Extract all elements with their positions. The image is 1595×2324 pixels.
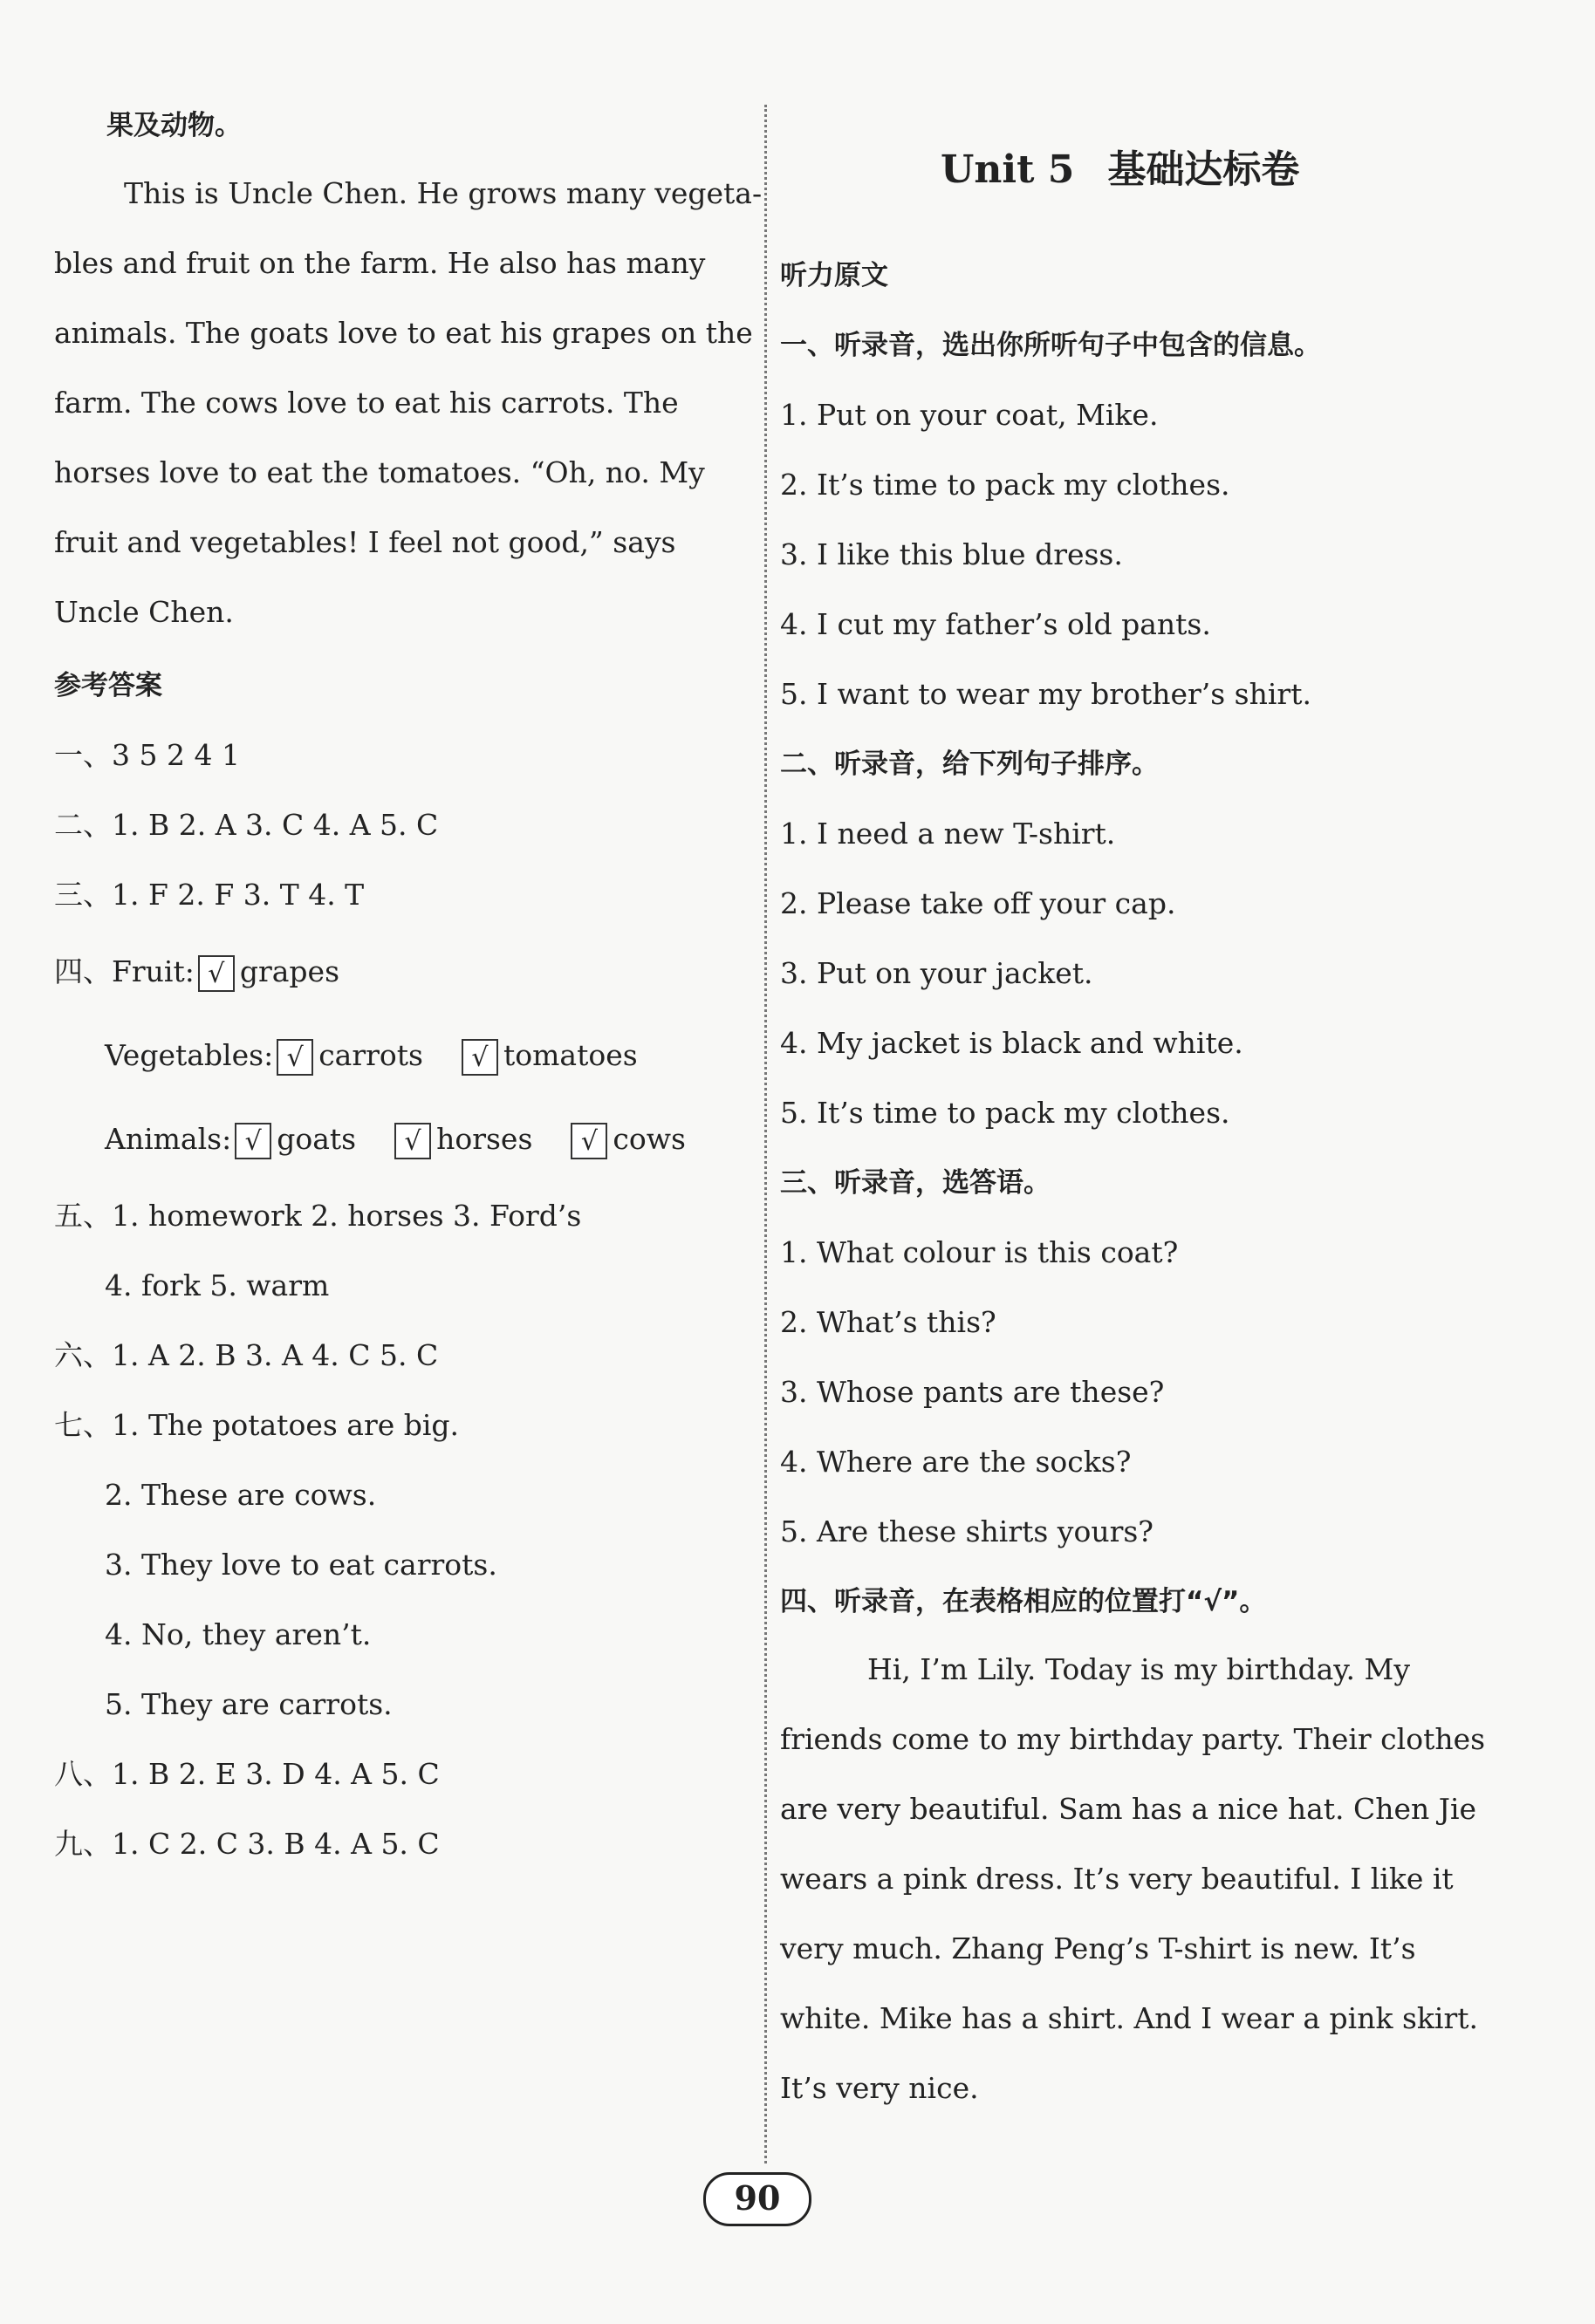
section-1-item: 3. I like this blue dress. [780,537,1123,571]
grapes-label: grapes [239,954,340,988]
passage-line: This is Uncle Chen. He grows many vegeta- [124,176,763,210]
section-2-heading: 二、听录音，给下列句子排序。 [780,748,1159,780]
answer-5a: 五、1. homework 2. horses 3. Ford’s [54,1199,582,1233]
unit-subtitle: 基础达标卷 [1107,147,1300,192]
page-number: 90 [703,2172,811,2226]
section-4-line: It’s very nice. [780,2071,979,2105]
tomatoes-label: tomatoes [503,1038,638,1072]
section-2-item: 3. Put on your jacket. [780,956,1093,990]
section-2-item: 5. It’s time to pack my clothes. [780,1096,1230,1130]
carrots-label: carrots [318,1038,423,1072]
cows-label: cows [613,1122,686,1156]
answer-7-5: 5. They are carrots. [105,1687,393,1721]
section-1-item: 4. I cut my father’s old pants. [780,607,1211,641]
passage-line: farm. The cows love to eat his carrots. The [54,386,679,420]
answer-8: 八、1. B 2. E 3. D 4. A 5. C [54,1757,440,1791]
section-2-item: 1. I need a new T-shirt. [780,817,1116,851]
fruit-label: 四、Fruit: [54,954,195,988]
section-1-item: 5. I want to wear my brother’s shirt. [780,677,1311,711]
column-divider [764,105,767,2163]
answer-7-4: 4. No, they aren’t. [105,1617,372,1651]
section-4-line: are very beautiful. Sam has a nice hat. Chen Jie [780,1792,1477,1826]
goats-label: goats [277,1122,357,1156]
section-3-item: 2. What’s this? [780,1305,996,1339]
section-1-heading: 一、听录音，选出你所听句子中包含的信息。 [780,330,1321,361]
section-4-line: wears a pink dress. It’s very beautiful. I like it [780,1862,1454,1896]
section-3-item: 5. Are these shirts yours? [780,1514,1153,1548]
check-box: √ [571,1123,607,1159]
answer-4-vegetables [105,1036,638,1076]
section-2-item: 2. Please take off your cap. [780,886,1176,920]
answer-3: 三、1. F 2. F 3. T 4. T [54,878,365,912]
answer-5b: 4. fork 5. warm [105,1268,330,1302]
check-box: √ [235,1123,271,1159]
passage-line: horses love to eat the tomatoes. “Oh, no. My [54,455,705,489]
section-2-item: 4. My jacket is black and white. [780,1026,1243,1060]
check-box: √ [198,955,235,992]
answer-4-fruit [54,953,339,992]
answer-4-animals [105,1120,686,1159]
listening-heading: 听力原文 [780,260,888,291]
answer-2: 二、1. B 2. A 3. C 4. A 5. C [54,808,439,842]
unit-number: Unit 5 [941,147,1075,192]
passage-line: animals. The goats love to eat his grapes on the [54,316,753,350]
section-3-item: 4. Where are the socks? [780,1445,1132,1479]
section-4-line: very much. Zhang Peng’s T-shirt is new. It’s [780,1931,1416,1965]
passage-line: Uncle Chen. [54,595,234,629]
horses-label: horses [436,1122,533,1156]
animals-label: Animals: [105,1122,232,1156]
section-3-item: 3. Whose pants are these? [780,1375,1165,1409]
unit-title [941,138,1299,194]
answers-heading: 参考答案 [54,670,162,701]
check-box: √ [277,1039,313,1076]
section-3-heading: 三、听录音，选答语。 [780,1167,1051,1199]
section-4-line: Hi, I’m Lily. Today is my birthday. My [867,1652,1410,1686]
section-4-line: friends come to my birthday party. Their clothes [780,1722,1486,1756]
answer-7-3: 3. They love to eat carrots. [105,1548,497,1582]
check-box: √ [394,1123,431,1159]
answer-7-1: 七、1. The potatoes are big. [54,1408,460,1442]
check-box: √ [462,1039,498,1076]
passage-line: fruit and vegetables! I feel not good,” says [54,525,676,559]
answer-6: 六、1. A 2. B 3. A 4. C 5. C [54,1338,439,1372]
section-4-line: white. Mike has a shirt. And I wear a pink skirt. [780,2001,1478,2035]
answer-9: 九、1. C 2. C 3. B 4. A 5. C [54,1827,440,1861]
section-4-heading: 四、听录音，在表格相应的位置打“√”。 [780,1586,1267,1617]
answer-7-2: 2. These are cows. [105,1478,377,1512]
section-3-item: 1. What colour is this coat? [780,1235,1179,1269]
answer-1: 一、3 5 2 4 1 [54,738,240,772]
passage-line: bles and fruit on the farm. He also has many [54,246,706,280]
section-1-item: 1. Put on your coat, Mike. [780,398,1159,432]
vegetables-label: Vegetables: [105,1038,274,1072]
intro-tail: 果及动物。 [106,110,242,141]
section-1-item: 2. It’s time to pack my clothes. [780,468,1230,502]
